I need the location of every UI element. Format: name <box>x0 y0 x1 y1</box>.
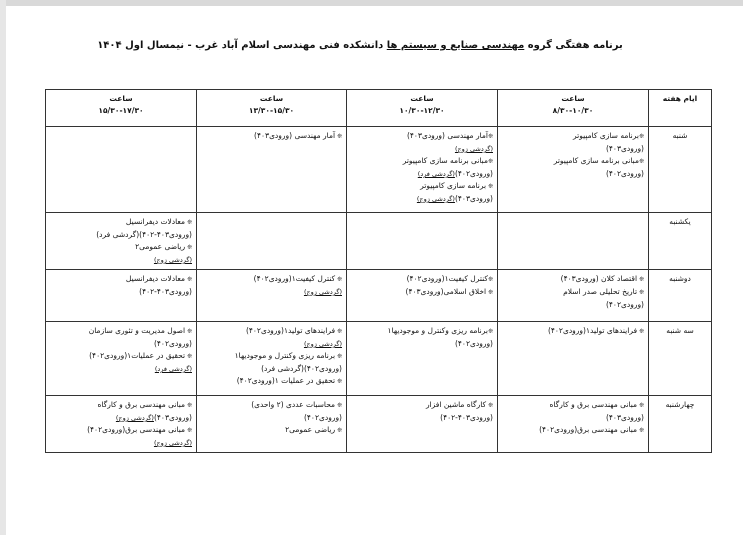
slot-header-2: ساعت ۱۰/۳۰-۱۲/۳۰ <box>347 90 498 127</box>
day-column-header: ایام هفته <box>649 90 712 127</box>
cell-sun-slot4: ❊ معادلات دیفرانسیل (ورودی۴۰۳-۴۰۲)(گردشی فرد) ❊ ریاضی عمومی۲ (گردشی زوج) <box>46 213 197 270</box>
table-row <box>46 322 712 396</box>
page-edge-top <box>0 0 743 6</box>
cell-mon-slot2: ❊کنترل کیفیت۱(ورودی۴۰۲) ❊ اخلاق اسلامی(ورودی۴۰۳) <box>347 270 498 322</box>
cell-sat-slot2: ❊آمار مهندسی (ورودی۴۰۳) (گردشی زوج) ❊مبانی برنامه سازی کامپیوتر (ورودی۴۰۲)(گردشی فرد) ❊ برنامه سازی کامپیوتر (ورودی۴۰۳)(گردشی زوج) <box>347 127 498 213</box>
cell-sun-slot2 <box>347 213 498 270</box>
cell-sat-slot4 <box>46 127 197 213</box>
cell-wed-slot2: ❊ کارگاه ماشین افزار (ورودی۴۰۳-۴۰۲) <box>347 396 498 453</box>
cell-tue-slot3: ❊ فرایندهای تولید۱(ورودی۴۰۲) (گردشی زوج) ❊ برنامه ریزی وکنترل و موجودیها۱ (ورودی۴۰۲)(گردشی فرد) ❊ تحقیق در عملیات ۱(ورودی۴۰۲) <box>197 322 347 396</box>
day-cell: شنبه <box>649 127 712 213</box>
title-department: مهندسی صنایع و سیستم ها <box>386 40 525 51</box>
cell-tue-slot4: ❊ اصول مدیریت و تئوری سازمان (ورودی۴۰۲) ❊ تحقیق در عملیات۱(ورودی۴۰۲) (گردشی فرد) <box>46 322 197 396</box>
cell-tue-slot2: ❊برنامه ریزی وکنترل و موجودیها۱ (ورودی۴۰۲) <box>347 322 498 396</box>
cell-tue-slot1: ❊ فرایندهای تولید۱(ورودی۴۰۲) <box>498 322 649 396</box>
day-cell: یکشنبه <box>649 213 712 270</box>
cell-wed-slot1: ❊ مبانی مهندسی برق و کارگاه (ورودی۴۰۳) ❊ مبانی مهندسی برق(ورودی۴۰۲) <box>498 396 649 453</box>
header-row <box>46 90 712 127</box>
page-title <box>70 40 650 51</box>
slot-header-4: ساعت ۱۵/۳۰-۱۷/۳۰ <box>46 90 197 127</box>
slot-header-3: ساعت ۱۳/۳۰-۱۵/۳۰ <box>197 90 347 127</box>
table-row <box>46 127 712 213</box>
table-row <box>46 270 712 322</box>
day-cell: سه شنبه <box>649 322 712 396</box>
day-cell: چهارشنبه <box>649 396 712 453</box>
cell-sun-slot3 <box>197 213 347 270</box>
schedule-table <box>45 89 712 453</box>
title-part3: دانشکده فنی مهندسی اسلام آباد غرب - نیمسال اول ۱۴۰۴ <box>97 40 384 51</box>
cell-sun-slot1 <box>498 213 649 270</box>
cell-wed-slot4: ❊ مبانی مهندسی برق و کارگاه (ورودی۴۰۳)(گردشی زوج) ❊ مبانی مهندسی برق(ورودی۴۰۲) (گردشی زوج) <box>46 396 197 453</box>
title-part1: برنامه هفتگی گروه <box>527 40 623 51</box>
table-row <box>46 213 712 270</box>
page-edge-left <box>0 0 6 535</box>
cell-mon-slot4: ❊ معادلات دیفرانسیل (ورودی۴۰۳-۴۰۲) <box>46 270 197 322</box>
cell-mon-slot3: ❊ کنترل کیفیت۱(ورودی۴۰۲) (گردشی زوج) <box>197 270 347 322</box>
cell-sat-slot3: ❊ آمار مهندسی (ورودی۴۰۳) <box>197 127 347 213</box>
day-cell: دوشنبه <box>649 270 712 322</box>
slot-header-1: ساعت ۸/۳۰-۱۰/۳۰ <box>498 90 649 127</box>
cell-sat-slot1: ❊برنامه سازی کامپیوتر (ورودی۴۰۳) ❊مبانی برنامه سازی کامپیوتر (ورودی۴۰۲) <box>498 127 649 213</box>
table-row <box>46 396 712 453</box>
cell-mon-slot1: ❊ اقتصاد کلان (ورودی۴۰۳) ❊ تاریخ تحلیلی صدر اسلام (ورودی۴۰۲) <box>498 270 649 322</box>
cell-wed-slot3: ❊ محاسبات عددی (۲ واحدی) (ورودی۴۰۲) ❊ ریاضی عمومی۲ <box>197 396 347 453</box>
